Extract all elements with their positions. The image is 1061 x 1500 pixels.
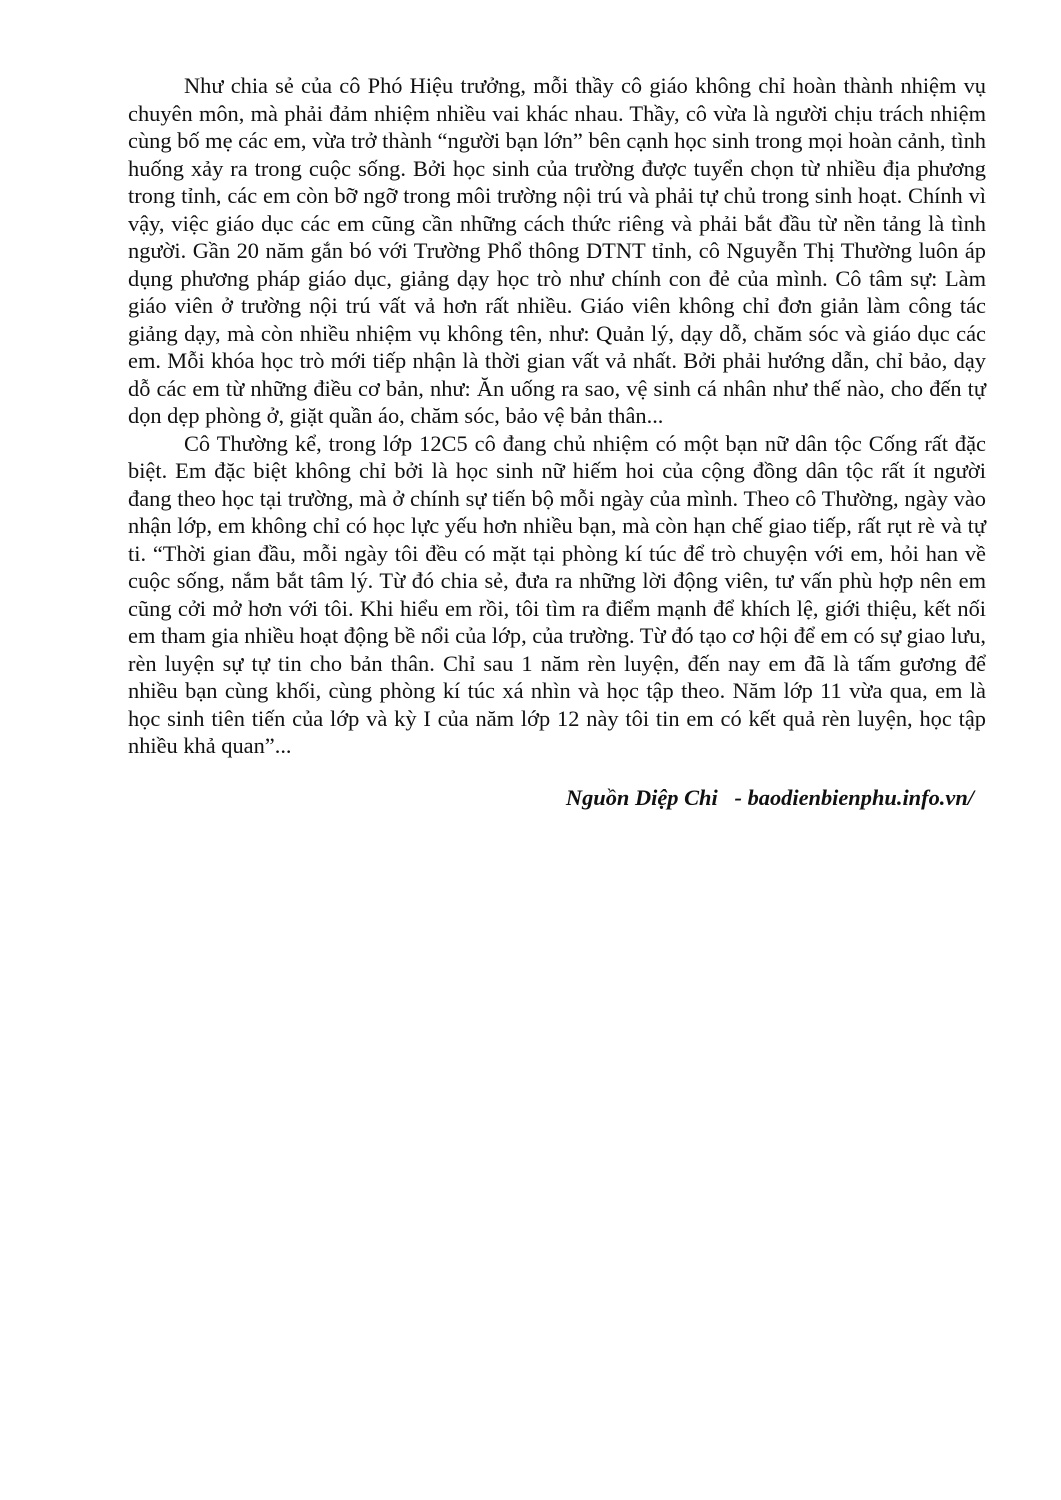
article-paragraph-2: Cô Thường kể, trong lớp 12C5 cô đang chủ nhiệm có một bạn nữ dân tộc Cống rất đặc biệt. Em đặc biệt không chỉ bởi là học sinh nữ hiếm hoi của cộng đồng dân tộc rất ít người đang theo học tại trường, mà ở chính sự tiến bộ mỗi ngày của mình. Theo cô Thường, ngày vào nhận lớp, em không chỉ có học lực yếu hơn nhiều bạn, mà còn hạn chế giao tiếp, rất rụt rè và tự ti. “Thời gian đầu, mỗi ngày tôi đều có mặt tại phòng kí túc để trò chuyện với em, hỏi han về cuộc sống, nắm bắt tâm lý. Từ đó chia sẻ, đưa ra những lời động viên, tư vấn phù hợp nên em cũng cởi mở hơn với tôi. Khi hiểu em rồi, tôi tìm ra điểm mạnh để khích lệ, giới thiệu, kết nối em tham gia nhiều hoạt động bề nổi của lớp, của trường. Từ đó tạo cơ hội để em có sự giao lưu, rèn luyện sự tự tin cho bản thân. Chỉ sau 1 năm rèn luyện, đến nay em đã là tấm gương để nhiều bạn cùng khối, cùng phòng kí túc xá nhìn và học tập theo. Năm lớp 11 vừa qua, em là học sinh tiên tiến của lớp và kỳ I của năm lớp 12 này tôi tin em có kết quả rèn luyện, học tập nhiều khả quan”...: [128, 430, 986, 758]
source-credit: [128, 784, 986, 812]
document-page: [128, 72, 986, 811]
article-paragraph-1: Như chia sẻ của cô Phó Hiệu trưởng, mỗi thầy cô giáo không chỉ hoàn thành nhiệm vụ chuyên môn, mà phải đảm nhiệm nhiều vai khác nhau. Thầy, cô vừa là người chịu trách nhiệm cùng bố mẹ các em, vừa trở thành “người bạn lớn” bên cạnh học sinh trong mọi hoàn cảnh, tình huống xảy ra trong cuộc sống. Bởi học sinh của trường được tuyển chọn từ nhiều địa phương trong tỉnh, các em còn bỡ ngỡ trong môi trường nội trú và phải tự chủ trong sinh hoạt. Chính vì vậy, việc giáo dục các em cũng cần những cách thức riêng và phải bắt đầu từ nền tảng là tình người. Gần 20 năm gắn bó với Trường Phổ thông DTNT tỉnh, cô Nguyễn Thị Thường luôn áp dụng phương pháp giáo dục, giảng dạy học trò như chính con đẻ của mình. Cô tâm sự: Làm giáo viên ở trường nội trú vất vả hơn rất nhiều. Giáo viên không chỉ đơn giản làm công tác giảng dạy, mà còn nhiều nhiệm vụ không tên, như: Quản lý, dạy dỗ, chăm sóc và giáo dục các em. Mỗi khóa học trò mới tiếp nhận là thời gian vất vả nhất. Bởi phải hướng dẫn, chỉ bảo, dạy dỗ các em từ những điều cơ bản, như: Ăn uống ra sao, vệ sinh cá nhân như thế nào, cho đến tự dọn dẹp phòng ở, giặt quần áo, chăm sóc, bảo vệ bản thân...: [128, 73, 986, 428]
source-site: baodienbienphu.info.vn/: [747, 784, 974, 810]
source-separator: -: [717, 784, 748, 810]
source-author: Nguồn Diệp Chi: [565, 784, 718, 810]
